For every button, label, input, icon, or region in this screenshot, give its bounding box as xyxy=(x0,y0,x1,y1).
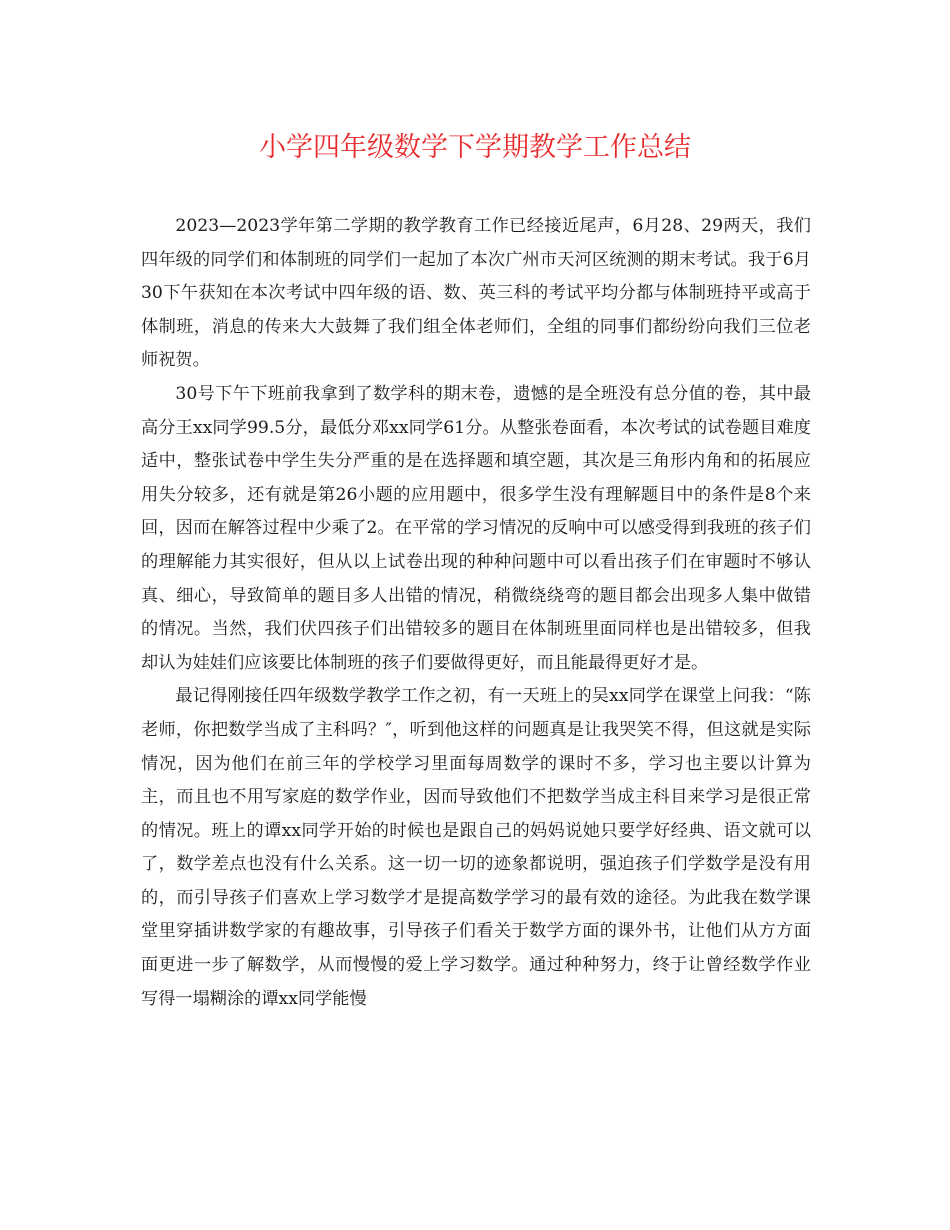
paragraph-3: 最记得刚接任四年级数学教学工作之初，有一天班上的吴xx同学在课堂上问我：“陈老师，你把数学当成了主科吗？″，听到他这样的问题真是让我哭笑不得，但这就是实际情况，因为他们在前三年的学校学习里面每周数学的课时不多，学习也主要以计算为主，而且也不用写家庭的数学作业，因而导致他们不把数学当成主科目来学习是很正常的情况。班上的谭xx同学开始的时候也是跟自己的妈妈说她只要学好经典、语文就可以了，数学差点也没有什么关系。这一切一切的迹象都说明，强迫孩子们学数学是没有用的，而引导孩子们喜欢上学习数学才是提高数学学习的最有效的途径。为此我在数学课堂里穿插讲数学家的有趣故事，引导孩子们看关于数学方面的课外书，让他们从方方面面更进一步了解数学，从而慢慢的爱上学习数学。通过种种努力，终于让曾经数学作业写得一塌糊涂的谭xx同学能慢 xyxy=(141,686,811,1009)
document-title: 小学四年级数学下学期教学工作总结 xyxy=(259,132,691,163)
paragraph-1: 2023—2023学年第二学期的教学教育工作已经接近尾声，6月28、29两天，我们四年级的同学们和体制班的同学们一起加了本次广州市天河区统测的期末考试。我于6月30下午获知在本次考试中四年级的语、数、英三科的考试平均分都与体制班持平或高于体制班，消息的传来大大鼓舞了我们组全体老师们，全组的同事们都纷纷向我们三位老师祝贺。 xyxy=(141,216,811,371)
document-body xyxy=(141,210,811,1016)
paragraph-2: 30号下午下班前我拿到了数学科的期末卷，遗憾的是全班没有总分值的卷，其中最高分王xx同学99.5分，最低分邓xx同学61分。从整张卷面看，本次考试的试卷题目难度适中，整张试卷中学生失分严重的是在选择题和填空题，其次是三角形内角和的拓展应用失分较多，还有就是第26小题的应用题中，很多学生没有理解题目中的条件是8个来回，因而在解答过程中少乘了2。在平常的学习情况的反响中可以感受得到我班的孩子们的理解能力其实很好，但从以上试卷出现的种种问题中可以看出孩子们在审题时不够认真、细心，导致简单的题目多人出错的情况，稍微绕绕弯的题目都会出现多人集中做错的情况。当然，我们伏四孩子们出错较多的题目在体制班里面同样也是出错较多，但我却认为娃娃们应该要比体制班的孩子们要做得更好，而且能最得更好才是。 xyxy=(141,383,811,673)
